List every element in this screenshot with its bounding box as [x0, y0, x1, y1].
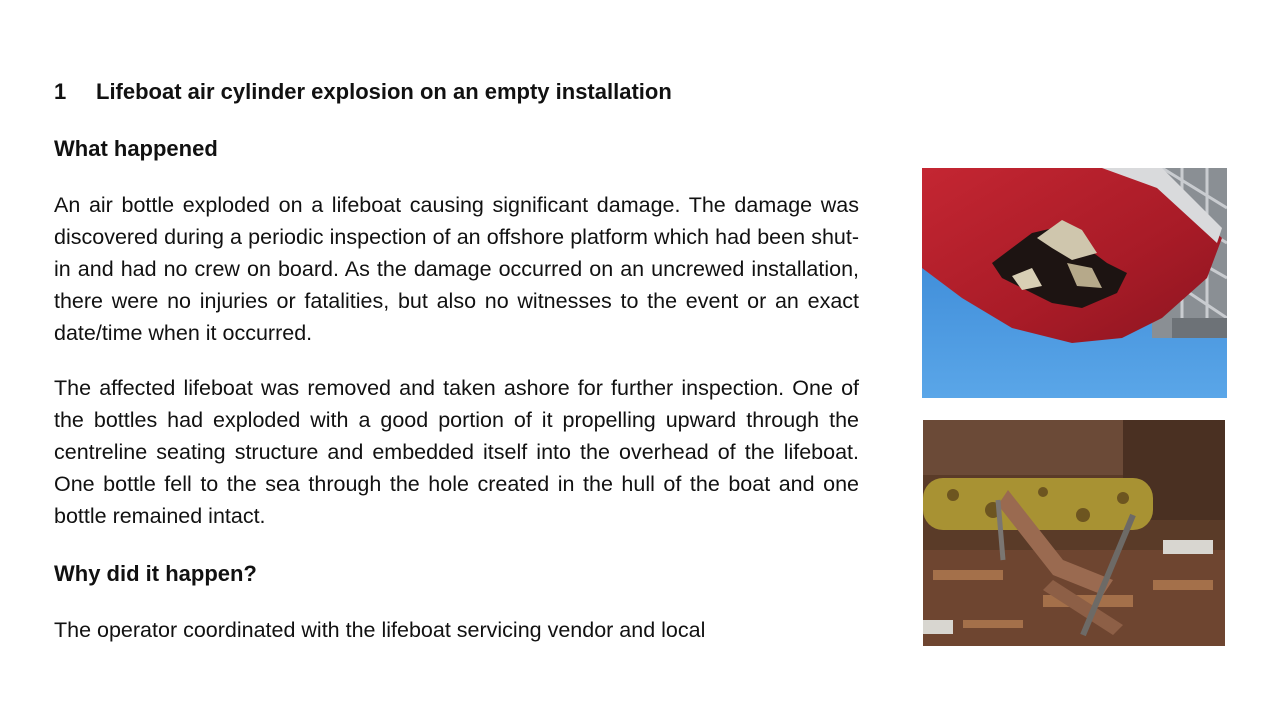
section-heading: [54, 76, 859, 108]
section-number: 1: [54, 79, 67, 104]
lifeboat-interior-damage-photo: [923, 420, 1225, 646]
lifeboat-hull-damage-photo: [922, 168, 1227, 398]
why-heading: Why did it happen?: [54, 561, 257, 586]
what-happened-paragraph-2: The affected lifeboat was removed and taken ashore for further inspection. One of the bottles had exploded with a good portion of it propelling upward through the centreline seating structure and embedded itself into the overhead of the lifeboat. One bottle fell to the sea through the hole created in the hull of the boat and one bottle remained intact.: [54, 376, 859, 528]
what-happened-heading: What happened: [54, 136, 218, 161]
why-paragraph-1: The operator coordinated with the lifeboat servicing vendor and local: [54, 618, 706, 642]
section-title: Lifeboat air cylinder explosion on an empty installation: [96, 79, 672, 104]
what-happened-paragraph-1: An air bottle exploded on a lifeboat causing significant damage. The damage was discovered during a periodic inspection of an offshore platform which had been shut-in and had no crew on board. As the damage occurred on an uncrewed installation, there were no injuries or fatalities, but also no witnesses to the event or an exact date/time when it occurred.: [54, 193, 859, 345]
